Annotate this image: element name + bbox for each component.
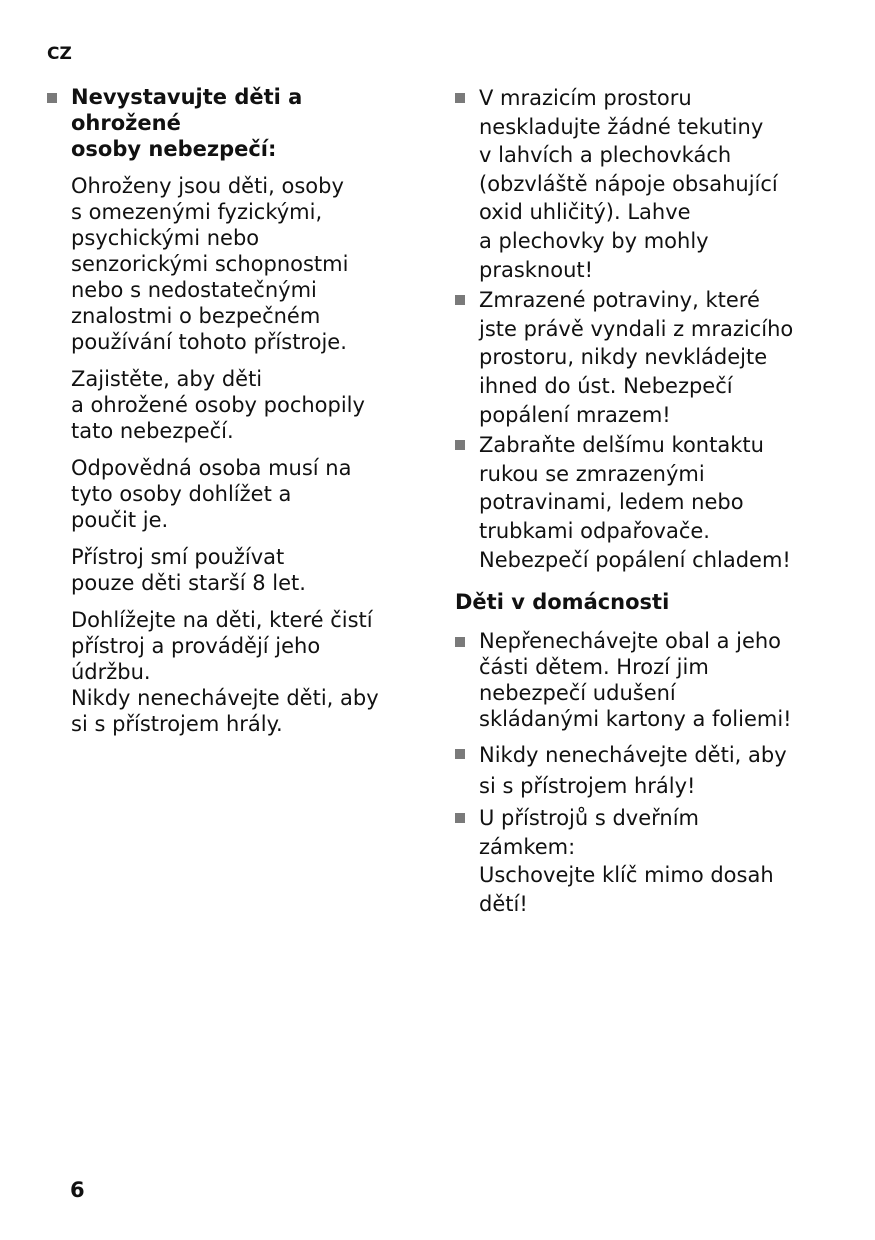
bullet-text: V mrazicím prostoru neskladujte žádné tekutiny v lahvích a plechovkách (obzvláště nápoje obsahující oxid uhličitý). Lahve a plechovky by mohly prasknout! bbox=[479, 86, 778, 282]
bullet-item bbox=[45, 84, 415, 162]
section-heading: Děti v domácnosti bbox=[455, 590, 670, 615]
bullet-text: Zmrazené potraviny, které jste právě vyndali z mrazicího prostoru, nikdy nevkládejte ihned do úst. Nebezpečí popálení mrazem! bbox=[479, 288, 794, 427]
bullet-item bbox=[453, 286, 833, 429]
paragraph: Dohlížejte na děti, které čistí přístroj a provádějí jeho údržbu. Nikdy nenechávejte děti, aby si s přístrojem hrály. bbox=[71, 608, 379, 736]
left-column bbox=[45, 84, 415, 737]
paragraph: Zajistěte, aby děti a ohrožené osoby pochopily tato nebezpečí. bbox=[71, 367, 365, 443]
square-bullet-icon bbox=[455, 637, 465, 647]
square-bullet-icon bbox=[47, 93, 57, 103]
bullet-item bbox=[453, 804, 833, 918]
right-column bbox=[453, 84, 833, 920]
square-bullet-icon bbox=[455, 93, 465, 103]
square-bullet-icon bbox=[455, 295, 465, 305]
bullet-heading: Nevystavujte děti a ohrožené osoby nebezpečí: bbox=[71, 85, 303, 161]
paragraph: Odpovědná osoba musí na tyto osoby dohlížet a poučit je. bbox=[71, 456, 352, 532]
bullet-text: Nikdy nenechávejte děti, aby si s přístrojem hrály! bbox=[479, 743, 787, 799]
square-bullet-icon bbox=[455, 813, 465, 823]
paragraph: Přístroj smí používat pouze děti starší 8 let. bbox=[71, 545, 306, 595]
square-bullet-icon bbox=[455, 440, 465, 450]
bullet-text: U přístrojů s dveřním zámkem: Uschovejte klíč mimo dosah dětí! bbox=[479, 806, 774, 916]
bullet-item bbox=[453, 628, 833, 732]
language-code: CZ bbox=[47, 44, 72, 64]
paragraph: Ohroženy jsou děti, osoby s omezenými fyzickými, psychickými nebo senzorickými schopnostmi nebo s nedostatečnými znalostmi o bezpečném používání tohoto přístroje. bbox=[71, 174, 349, 354]
bullet-item bbox=[453, 431, 833, 574]
bullet-text: Nepřenechávejte obal a jeho části dětem. Hrozí jim nebezpečí udušení skládanými kartony a foliemi! bbox=[479, 629, 792, 732]
bullet-item bbox=[453, 740, 833, 802]
page-number: 6 bbox=[70, 1178, 85, 1202]
bullet-item bbox=[453, 84, 833, 284]
bullet-text: Zabraňte delšímu kontaktu rukou se zmrazenými potravinami, ledem nebo trubkami odpařovače. Nebezpečí popálení chladem! bbox=[479, 433, 791, 572]
square-bullet-icon bbox=[455, 749, 465, 759]
